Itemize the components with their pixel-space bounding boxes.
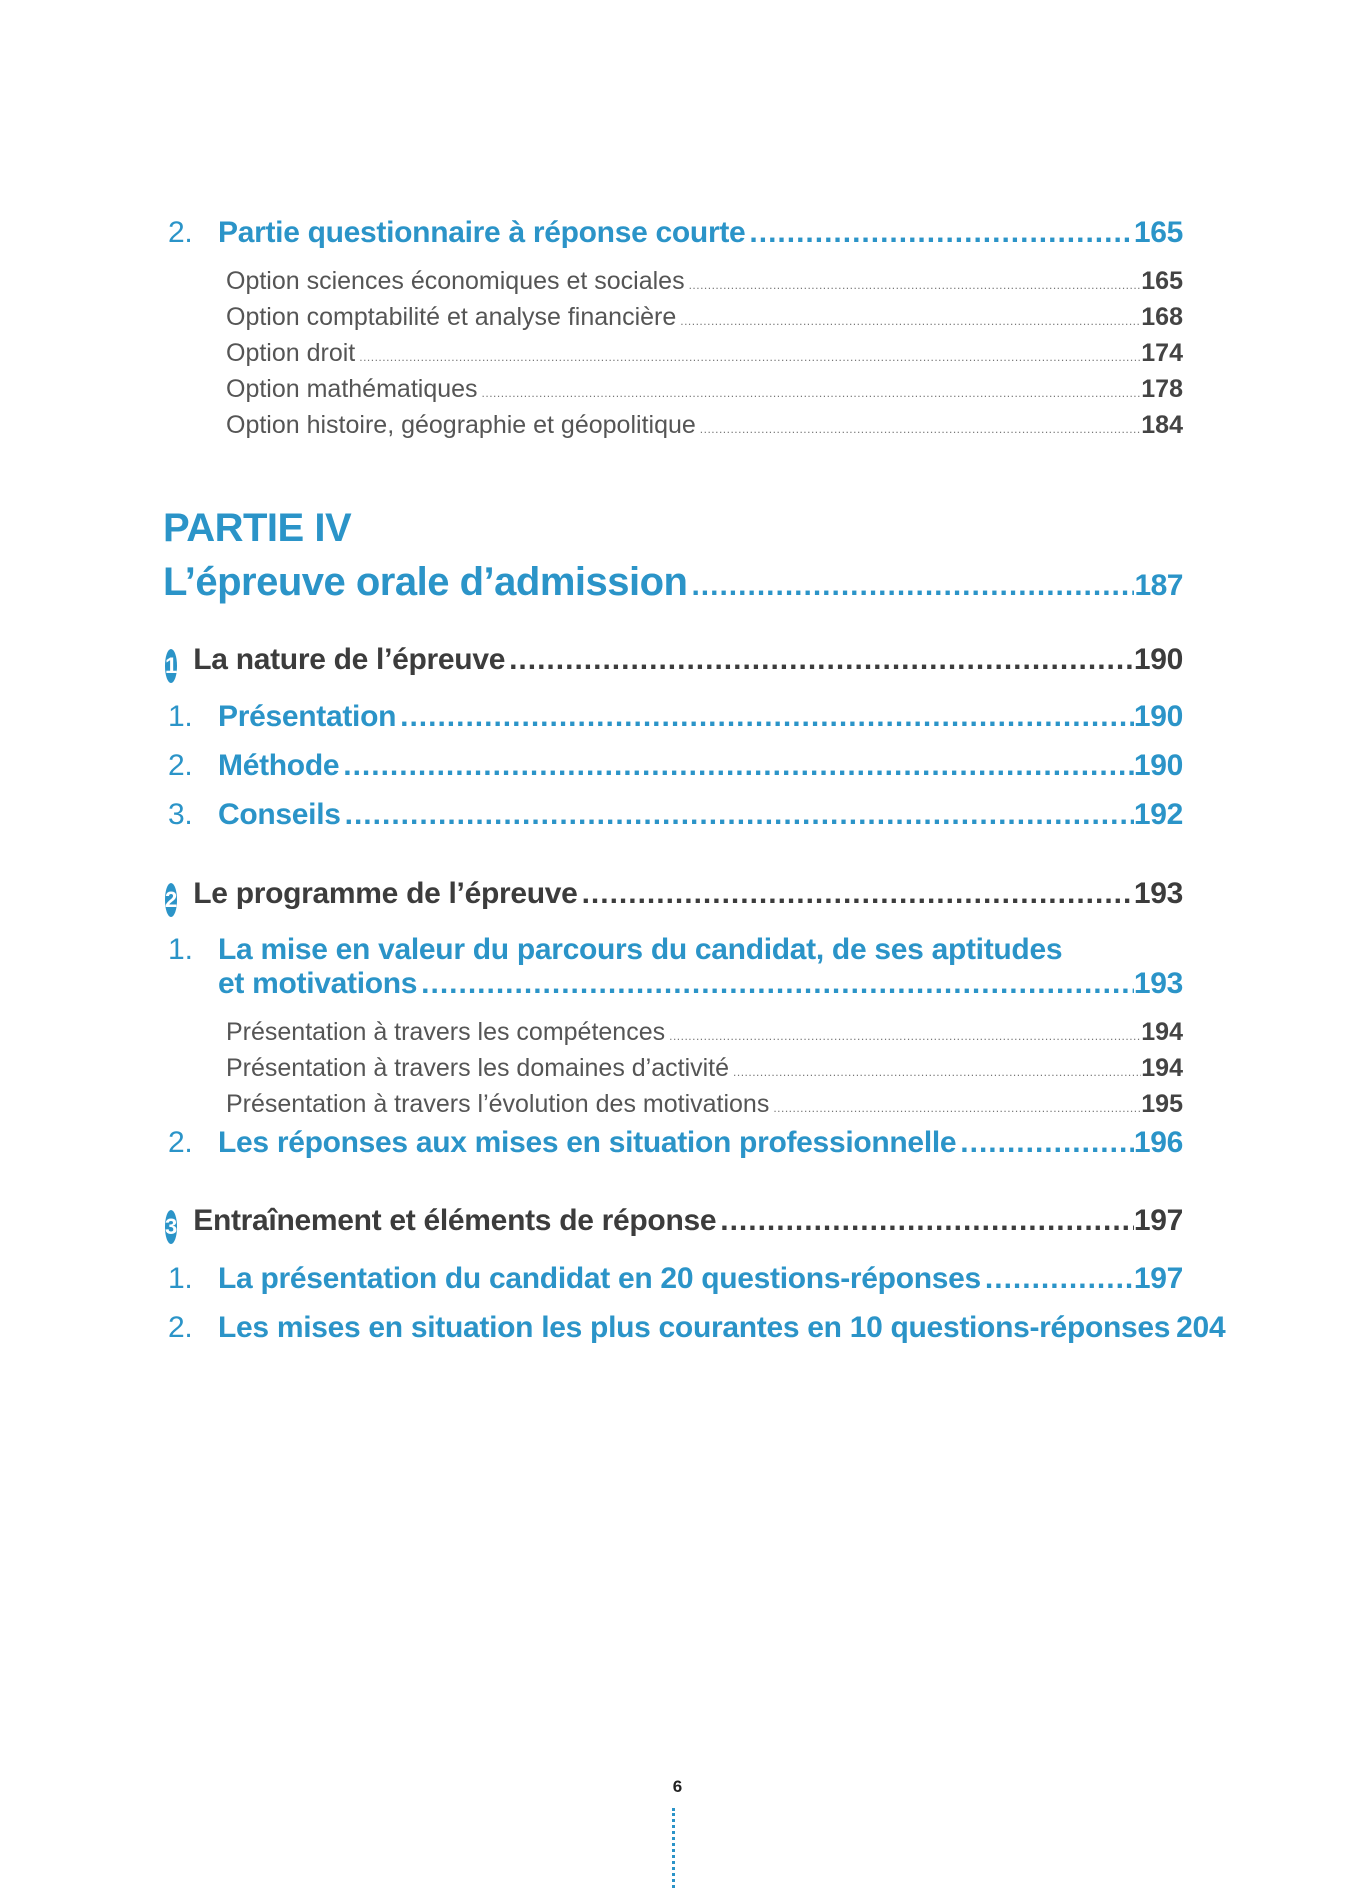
dot-leader: [687, 569, 1134, 603]
chapter-number-badge: 2: [165, 883, 177, 917]
page-number: 165: [1141, 267, 1183, 295]
page-number: 193: [1133, 967, 1183, 1000]
section-title-line1[interactable]: La mise en valeur du parcours du candidat, de ses aptitudes: [218, 933, 1063, 966]
toc-section-entry[interactable]: [168, 1126, 1183, 1160]
page-number: 204: [1176, 1311, 1226, 1344]
toc-sub-entry[interactable]: [226, 339, 1183, 368]
page-number: 196: [1133, 1126, 1183, 1159]
chapter-title: La nature de l’épreuve: [193, 643, 506, 676]
toc-section-entry[interactable]: [218, 967, 1183, 1001]
sub-title: Présentation à travers les compétences: [226, 1018, 666, 1046]
toc-chapter-entry[interactable]: [165, 1204, 1183, 1240]
page-number: 184: [1141, 411, 1183, 439]
toc-chapter-entry[interactable]: [165, 877, 1183, 913]
section-number: 2.: [168, 216, 193, 249]
dot-leader: [505, 643, 1134, 677]
dot-leader: [981, 1262, 1134, 1296]
dot-leader: [417, 967, 1134, 1001]
dot-leader: [769, 1101, 1141, 1115]
part-title: L’épreuve orale d’admission: [163, 560, 688, 604]
page-number: 194: [1141, 1054, 1183, 1082]
section-title: Les mises en situation les plus courantes en 10 questions-réponses: [218, 1311, 1171, 1344]
chapter-number-badge: 1: [165, 649, 177, 683]
dot-leader: [341, 798, 1134, 832]
page-number: 187: [1134, 569, 1183, 602]
section-title: Les réponses aux mises en situation professionnelle: [218, 1126, 957, 1159]
section-number: 1.: [168, 1262, 193, 1295]
toc-chapter-entry[interactable]: [165, 643, 1183, 679]
footer-dotted-line: [672, 1808, 675, 1888]
page-number: 190: [1133, 749, 1183, 782]
part-label: PARTIE IV: [163, 506, 352, 550]
dot-leader: [716, 1204, 1134, 1238]
toc-section-entry[interactable]: [168, 749, 1183, 783]
page-number: 190: [1133, 700, 1183, 733]
section-title: Conseils: [218, 798, 341, 831]
section-title: Partie questionnaire à réponse courte: [218, 216, 746, 249]
page-number: 174: [1141, 339, 1183, 367]
section-number: 2.: [168, 1311, 193, 1344]
sub-title: Option histoire, géographie et géopolitique: [226, 411, 696, 439]
page-number: 197: [1133, 1262, 1183, 1295]
chapter-title: Entraînement et éléments de réponse: [193, 1204, 717, 1237]
toc-section-entry[interactable]: [168, 216, 1183, 250]
toc-sub-entry[interactable]: [226, 411, 1183, 440]
section-number: 1.: [168, 700, 193, 733]
page-number: 168: [1141, 303, 1183, 331]
dot-leader: [745, 216, 1133, 250]
toc-sub-entry[interactable]: [226, 267, 1183, 296]
section-title-line2: et motivations: [218, 967, 418, 1000]
chapter-title: Le programme de l’épreuve: [193, 877, 578, 910]
toc-sub-entry[interactable]: [226, 1090, 1183, 1119]
sub-title: Option mathématiques: [226, 375, 478, 403]
page-number: 165: [1133, 216, 1183, 249]
section-title: La présentation du candidat en 20 questions-réponses: [218, 1262, 981, 1295]
dot-leader: [665, 1029, 1141, 1043]
section-number: 1.: [168, 933, 194, 966]
dot-leader: [355, 350, 1141, 364]
dot-leader: [478, 386, 1142, 400]
section-number: 3.: [168, 798, 193, 831]
section-title: Méthode: [218, 749, 340, 782]
part-title-entry[interactable]: [163, 560, 1183, 605]
toc-sub-entry[interactable]: [226, 375, 1183, 404]
page-number: 193: [1133, 877, 1183, 910]
page-number-footer: 6: [672, 1777, 683, 1796]
section-title: Présentation: [218, 700, 397, 733]
page-number: 197: [1133, 1204, 1183, 1237]
toc-section-entry[interactable]: [168, 1311, 1226, 1345]
chapter-number-badge: 3: [165, 1210, 177, 1244]
dot-leader: [696, 422, 1142, 436]
dot-leader: [339, 749, 1134, 783]
dot-leader: [578, 877, 1134, 911]
page-number: 195: [1141, 1090, 1183, 1118]
toc-section-entry[interactable]: [168, 1262, 1183, 1296]
toc-section-entry[interactable]: [168, 700, 1183, 734]
dot-leader: [676, 314, 1141, 328]
sub-title: Option sciences économiques et sociales: [226, 267, 685, 295]
sub-title: Option droit: [226, 339, 356, 367]
dot-leader: [685, 278, 1142, 292]
sub-title: Présentation à travers l’évolution des motivations: [226, 1090, 770, 1118]
section-number: 2.: [168, 749, 193, 782]
toc-sub-entry[interactable]: [226, 303, 1183, 332]
sub-title: Option comptabilité et analyse financière: [226, 303, 677, 331]
page-number: 194: [1141, 1018, 1183, 1046]
toc-section-entry[interactable]: [168, 798, 1183, 832]
page-number: 192: [1133, 798, 1183, 831]
section-number: 2.: [168, 1126, 193, 1159]
page-number: 190: [1133, 643, 1183, 676]
toc-sub-entry[interactable]: [226, 1018, 1183, 1047]
dot-leader: [729, 1065, 1141, 1079]
dot-leader: [396, 700, 1134, 734]
page-number: 178: [1141, 375, 1183, 403]
dot-leader: [956, 1126, 1134, 1160]
toc-sub-entry[interactable]: [226, 1054, 1183, 1083]
sub-title: Présentation à travers les domaines d’activité: [226, 1054, 730, 1082]
